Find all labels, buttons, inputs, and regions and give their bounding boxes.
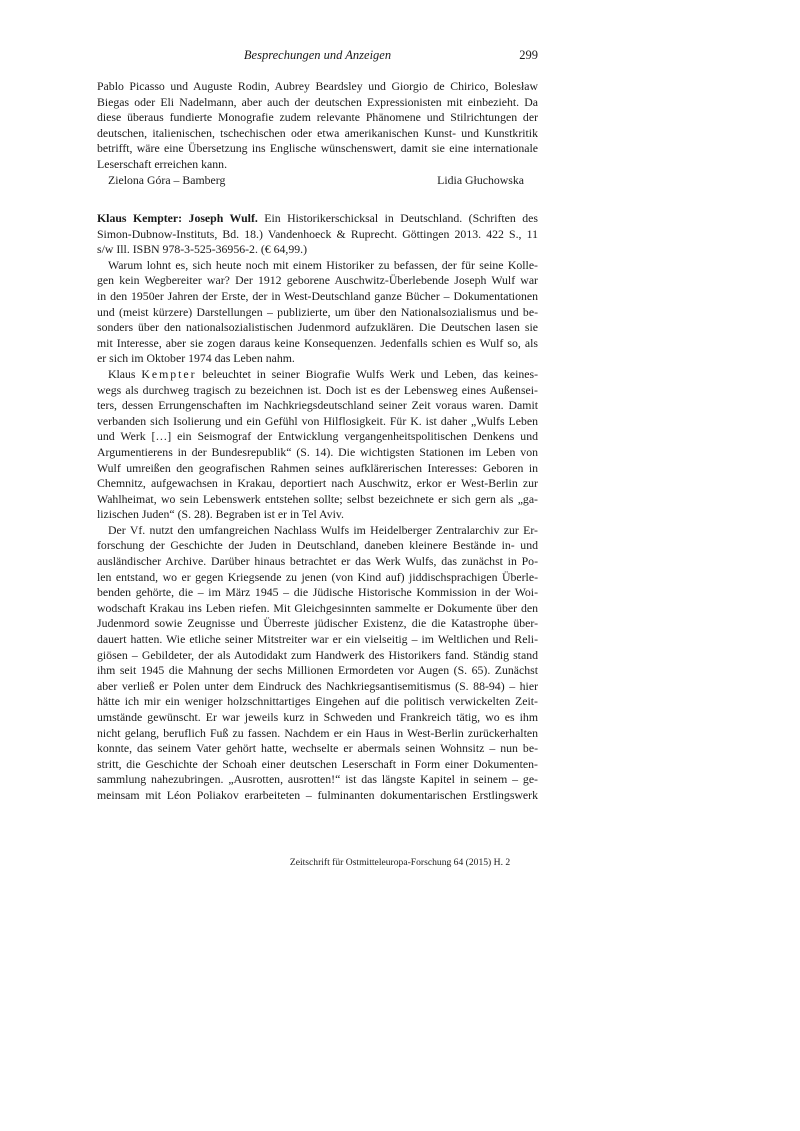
book-review — [97, 211, 538, 804]
text-line: Biegas oder Eli Nadelmann, aber auch der deutschen Expressionisten mit einbezieht. Da — [97, 94, 538, 109]
text-line: verbanden sich Isolierung und ein Gefühl von Hilflosigkeit. Für K. ist daher „Wulfs Leben — [97, 413, 538, 428]
text-line: Pablo Picasso und Auguste Rodin, Aubrey Beardsley und Giorgio de Chirico, Bolesław — [97, 79, 538, 93]
text-line: len entstand, wo er gegen Kriegsende zu jenen (von Kind auf) jiddischsprachigen Überle- — [97, 569, 538, 584]
text-line: Klaus Kempter beleuchtet in seiner Biografie Wulfs Werk und Leben, das keines- — [108, 366, 538, 381]
citation-line: Simon-Dubnow-Instituts, Bd. 18.) Vandenhoeck & Ruprecht. Göttingen 2013. 422 S., 11 — [97, 226, 538, 241]
text-line: konnte, das seinem Vater gehört hatte, wechselte er abermals seinen Wohnsitz – nun be- — [97, 741, 538, 756]
text-line: betrifft, wäre eine Übersetzung ins Englische wünschenswert, damit sie eine internationale — [97, 141, 538, 156]
text-line: deutschen, italienischen, tschechischen oder etwa amerikanischen Kunst- und Kunstkritik — [97, 125, 538, 140]
reviewed-author-name: Kempter — [141, 366, 197, 381]
book-author-title: Klaus Kempter: Joseph Wulf. — [97, 211, 258, 225]
text-line: stritt, die Geschichte der Schoah einer deutschen Leserschaft in Form einer Dokumenten- — [97, 756, 538, 771]
text-line: giösen – Gebildeter, der als Autodidakt zum Handwerk des Historikers fand. Ständig stand — [97, 647, 538, 662]
citation-line: s/w Ill. ISBN 978-3-525-36956-2. (€ 64,99.) — [97, 242, 308, 257]
text-line: ausländischer Archive. Darüber hinaus betrachtet er das Werk Wulfs, das zunächst in Po- — [97, 554, 538, 569]
text-line: wodschaft Krakau ins Leben riefen. Mit Gleichgesinnten sammelte er Dokumente über den — [97, 600, 538, 615]
text-line: aber verließ er Polen unter dem Eindruck des Nachkriegsantisemitismus (S. 88-94) – hier — [97, 678, 538, 693]
text-line: ters, dessen Errungenschaften im Nachkriegsdeutschland seiner Zeit voraus waren. Damit — [97, 398, 538, 413]
reviewer-name: Lidia Głuchowska — [437, 173, 524, 187]
text-line: sammlung nahezubringen. „Ausrotten, ausrotten!“ ist das längste Kapitel in seinem – ge- — [97, 772, 538, 787]
text-line: dauert hatten. Wie etliche seiner Mitstreiter war er ein vielseitig – im Weltlichen und Reli- — [97, 632, 538, 647]
text-line: in den 1950er Jahren der Erste, der in West-Deutschland ganze Bücher – Dokumentationen — [97, 288, 538, 303]
page-number: 299 — [519, 48, 538, 62]
text-line: er sich im Oktober 1974 das Leben nahm. — [97, 351, 295, 366]
text-line: und Werk […] ein Seismograf der Entwicklung vergangenheitspolitischen Denkens und — [97, 429, 538, 444]
running-title: Besprechungen und Anzeigen — [243, 48, 392, 62]
text-line: ihm seit 1945 die Mahnung der sechs Millionen Ermordeten vor Augen (S. 65). Zunächst — [97, 663, 538, 678]
text-line: umstände gewünscht. Er war jeweils kurz in Schweden und Frankreich tätig, wo es ihm — [97, 710, 538, 724]
text-line: Argumentierens in der Bundesrepublik“ (S. 14). Die wichtigsten Stationen im Leben von — [97, 444, 538, 459]
running-header — [97, 46, 538, 64]
reviewer-place: Zielona Góra – Bamberg — [108, 173, 226, 187]
review-signature — [97, 172, 538, 188]
book-subtitle: Ein Historikerschicksal in Deutschland. (Schriften des — [257, 211, 538, 225]
text-line: lizischen Juden“ (S. 28). Begraben ist er in Tel Aviv. — [97, 507, 344, 522]
text-line: Leserschaft erreichen kann. — [97, 156, 228, 171]
citation-line — [97, 211, 538, 227]
previous-review-ending — [97, 79, 538, 173]
text-line: Wulf umreißen den geografischen Rahmen seines aufklärerischen Interesses: Geboren in — [97, 460, 538, 475]
text-line: benden gehörte, die – im März 1945 – die Jüdische Historische Kommission in der Woi- — [97, 585, 538, 600]
text-line: Wahlheimat, wo sein Lebenswerk entstehen sollte; selbst bezeichnete er sich gern als „ga- — [97, 491, 538, 506]
text-line: Warum lohnt es, sich heute noch mit einem Historiker zu befassen, der für seine Kolle- — [108, 257, 538, 272]
text-line: wegs als durchweg tragisch zu bezeichnen ist. Doch ist es der Lebensweg eines Außensei- — [97, 382, 538, 397]
text-line: mit Interesse, aber sie zogen daraus keine Konsequenzen. Jedenfalls schien es Wulf so, als — [97, 335, 538, 350]
text-line: Judenmord sowie Zeugnisse und Überreste jüdischer Existenz, die die Katastrophe über- — [97, 616, 538, 631]
text-line: gen kein Wegbereiter war? Der 1912 geborene Auschwitz-Überlebende Joseph Wulf war — [97, 273, 538, 288]
text-line: meinsam mit Léon Poliakov erarbeiteten – fulminanten dokumentarischen Erstlingswerk — [97, 787, 538, 802]
text-line: Der Vf. nutzt den umfangreichen Nachlass Wulfs im Heidelberger Zentralarchiv zur Er- — [108, 522, 538, 537]
text-line: nicht gelang, beruflich Fuß zu fassen. Nachdem er ein Haus in West-Berlin zurückerhalten — [97, 725, 538, 740]
text-line: Chemnitz, aufgewachsen in Krakau, deportiert nach Auschwitz, erkor er West-Berlin zur — [97, 476, 538, 491]
text-line: forschung der Geschichte der Juden in Deutschland, daneben kleinere Bestände in- und — [97, 538, 538, 553]
text-line: hätte ich mir ein weniger holzschnittartiges Eingehen auf die politisch verwickelten Zeit- — [97, 694, 538, 709]
journal-footer: Zeitschrift für Ostmitteleuropa-Forschung 64 (2015) H. 2 — [289, 857, 511, 868]
text-line: sonders über den nationalsozialistischen Judenmord aufzuklären. Die Deutschen lasen sie — [97, 320, 538, 335]
text-line: diese überaus fundierte Monografie zudem relevante Phänomene und Stilrichtungen der — [97, 110, 538, 125]
text-line: und (meist kürzere) Darstellungen – publizierte, um über den Nationalsozialismus und be- — [97, 304, 538, 319]
